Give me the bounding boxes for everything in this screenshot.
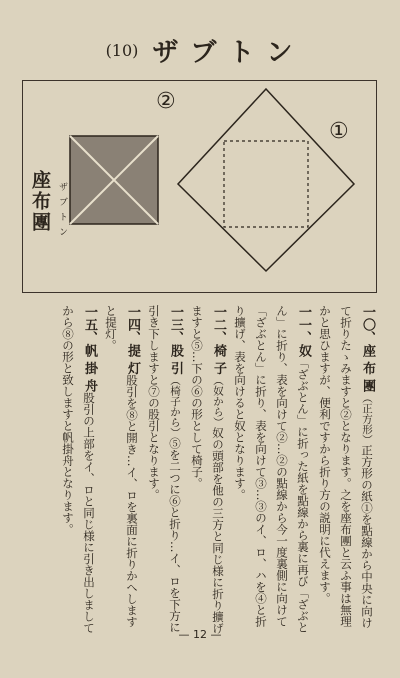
item-10 [314, 305, 378, 635]
item-text: 「ざぶとん」に折った紙を點線から裏に再び「ざぶとん」に折り、表を向けて②…②の點線から今一度裏側に向けて「ざぶとん」に折り、表を向けて③…③のイ、ロ、ハを④と折り擴げ、表を向けると奴となります。 [233, 305, 310, 633]
item-11 [229, 305, 314, 635]
diagram-caption: 座布團 [29, 170, 51, 233]
item-text: 股引を⑧と開き…イ、ロを裏面に折りかへしますと提灯。 [104, 305, 139, 628]
folding-diagram [23, 81, 378, 294]
diagram-caption-reading: ザブトン [57, 182, 67, 242]
figure-label-1: ① [329, 119, 349, 144]
item-heading: 一五、帆 掛 舟 [82, 305, 97, 393]
item-text: 奴の頭部を他の三方と同じ様に折り擴げますと⑤…下の⑥の形として椅子。 [190, 305, 225, 635]
item-heading: 一〇、座 布 團 [360, 305, 375, 393]
diagram-frame [22, 80, 377, 293]
section-number: (10) [105, 40, 139, 60]
page-title: ザブトン [152, 37, 305, 68]
item-heading: 一二、椅 子 [211, 305, 226, 375]
item-13 [143, 305, 186, 635]
item-text: ⑤を二つに⑥と折り…イ、ロを下方に引き下しますと⑦の股引となります。 [147, 305, 182, 634]
item-note: （椅子から） [169, 374, 181, 438]
item-text: 正方形の紙①を點線から中央に向けて折りたゝみますと②となります。之を座布團と云ふ事は無理かと思ひますが、便利ですから折り方の説明に代えます。 [318, 305, 374, 629]
item-text: 股引の上部をイ、ロと同じ様に引き出しましてから⑧の形と致しますと帆掛舟となります。 [61, 305, 96, 634]
item-heading: 一一、奴 [296, 305, 311, 357]
item-14 [100, 305, 143, 635]
paper-square-diamond [178, 89, 354, 271]
item-note: （奴から） [212, 374, 224, 428]
item-note: （正方形） [361, 392, 373, 445]
item-heading: 一三、股 引 [168, 305, 183, 375]
page-header [70, 30, 340, 70]
instructions-text [38, 305, 378, 635]
page-number: — 12 — [178, 628, 222, 641]
figure-label-2: ② [156, 89, 176, 114]
item-12 [186, 305, 229, 635]
dotted-fold-square [224, 141, 308, 227]
item-15 [57, 305, 100, 635]
item-heading: 一四、提 灯 [125, 305, 140, 375]
